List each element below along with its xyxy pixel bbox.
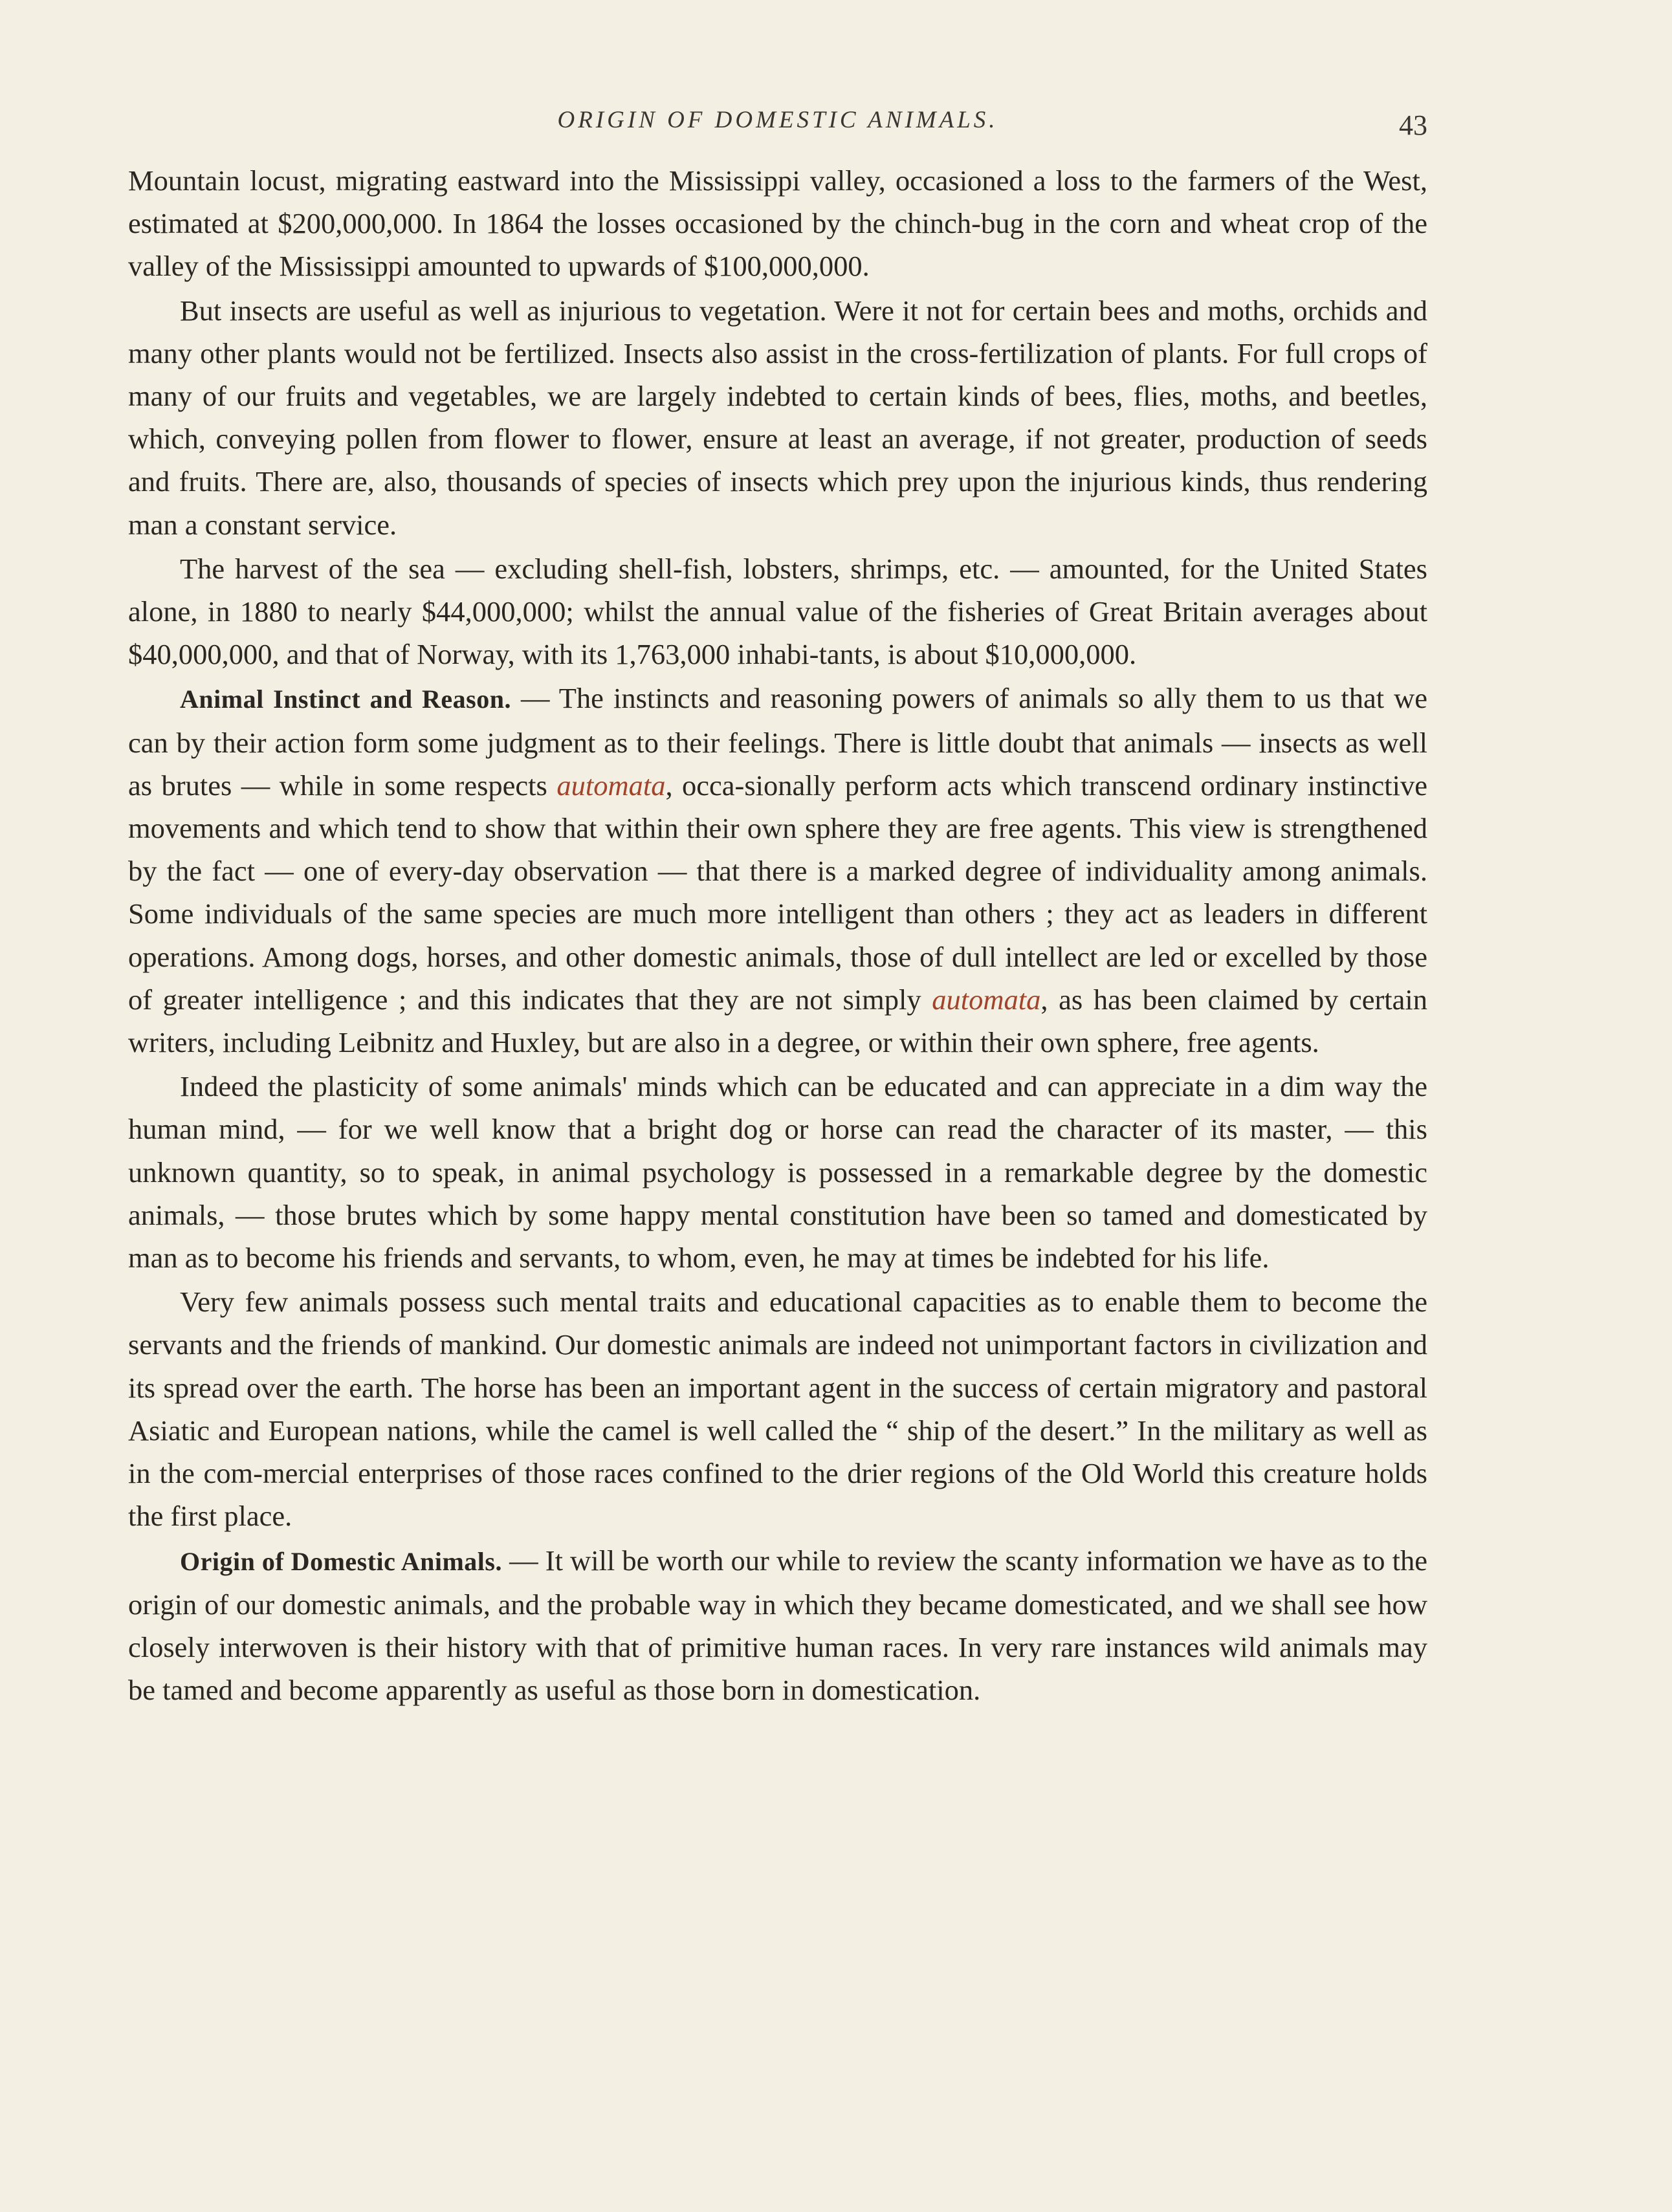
book-page (128, 97, 1427, 1713)
paragraph-plasticity: Indeed the plasticity of some animals' minds which can be educated and can appreciate in a dim way the human mind, — for we well know that a bright dog or horse can read the character of its master, — this unknown quantity, so to speak, in animal psychology is possessed in a remarkable degree by the domestic animals, — those brutes which by some happy mental constitution have been so tamed and domesticated by man as to become his friends and servants, to whom, even, he may at times be indebted for his life. (128, 1070, 1427, 1275)
paragraph-text: , occa-sionally perform acts which transcend ordinary instinctive movements and which tend to show that within their own sphere they are free agents. This view is strengthened by the fact — one of every-day observation — that there is a marked degree of individuality among animals. Some individuals of the same species are much more intelligent than others ; they act as leaders in different operations. Among dogs, horses, and other domestic animals, those of dull intellect are led or excelled by those of greater intelligence ; and this indicates that they are not simply (128, 769, 1427, 1016)
paragraph-animal-instinct (128, 677, 1427, 1064)
italic-term: automata (932, 983, 1041, 1016)
section-heading-origin-domestic: Origin of Domestic Animals. (180, 1546, 502, 1576)
page-number: 43 (1399, 109, 1427, 141)
paragraph-text: It will be worth our while to review the scanty information we have as to the origin of our domestic animals, and the probable way in which they became domesticated, and we shall see how closely interwoven is their history with that of primitive human races. In very rare instances wild animals may be tamed and become apparently as useful as those born in domestication. (128, 1544, 1428, 1707)
paragraph-text: The instincts and reasoning powers of animals so ally them to us that we can by their action form some judgment as to their feelings. There is little doubt that animals — insects as well as brutes — while in some respects (128, 682, 1427, 802)
heading-dash: — (511, 682, 559, 715)
paragraph-harvest-of-sea: The harvest of the sea — excluding shell-fish, lobsters, shrimps, etc. — amounted, for the United States alone, in 1880 to nearly $44,000,000; whilst the annual value of the fisheries of Great Britain averages about $40,000,000, and that of Norway, with its 1,763,000 inhabi-tants, is about $10,000,000. (128, 552, 1427, 671)
running-title: ORIGIN OF DOMESTIC ANIMALS. (557, 107, 998, 133)
paragraph-insect-losses: Mountain locust, migrating eastward into the Mississippi valley, occasioned a loss to the farmers of the West, estimated at $200,000,000. In 1864 the losses occasioned by the chinch-bug in the corn and wheat crop of the valley of the Mississippi amounted to upwards of $100,000,000. (128, 164, 1427, 283)
paragraph-useful-insects: But insects are useful as well as injurious to vegetation. Were it not for certain bees and moths, orchids and many other plants would not be fertilized. Insects also assist in the cross-fertilization of plants. For full crops of many of our fruits and vegetables, we are largely indebted to certain kinds of bees, flies, moths, and beetles, which, conveying pollen from flower to flower, ensure at least an average, if not greater, production of seeds and fruits. There are, also, thousands of species of insects which prey upon the injurious kinds, thus rendering man a constant service. (128, 294, 1427, 541)
paragraph-origin-domestic (128, 1539, 1427, 1712)
body-text (128, 159, 1427, 1711)
paragraph-mental-traits: Very few animals possess such mental traits and educational capacities as to enable them to become the servants and the friends of mankind. Our domestic animals are indeed not unimportant factors in civilization and its spread over the earth. The horse has been an important agent in the success of certain migratory and pastoral Asiatic and European nations, while the camel is well called the “ ship of the desert.” In the military as well as in the com-mercial enterprises of those races confined to the drier regions of the Old World this creature holds the first place. (128, 1286, 1427, 1533)
heading-dash: — (501, 1544, 545, 1577)
running-head (128, 97, 1427, 149)
italic-term: automata (556, 769, 666, 802)
paragraph-text: , as has been claimed by certain writers, including Leibnitz and Huxley, but are also in a degree, or within their own sphere, free agents. (128, 983, 1427, 1059)
section-heading-animal-instinct: Animal Instinct and Reason. (180, 684, 511, 714)
